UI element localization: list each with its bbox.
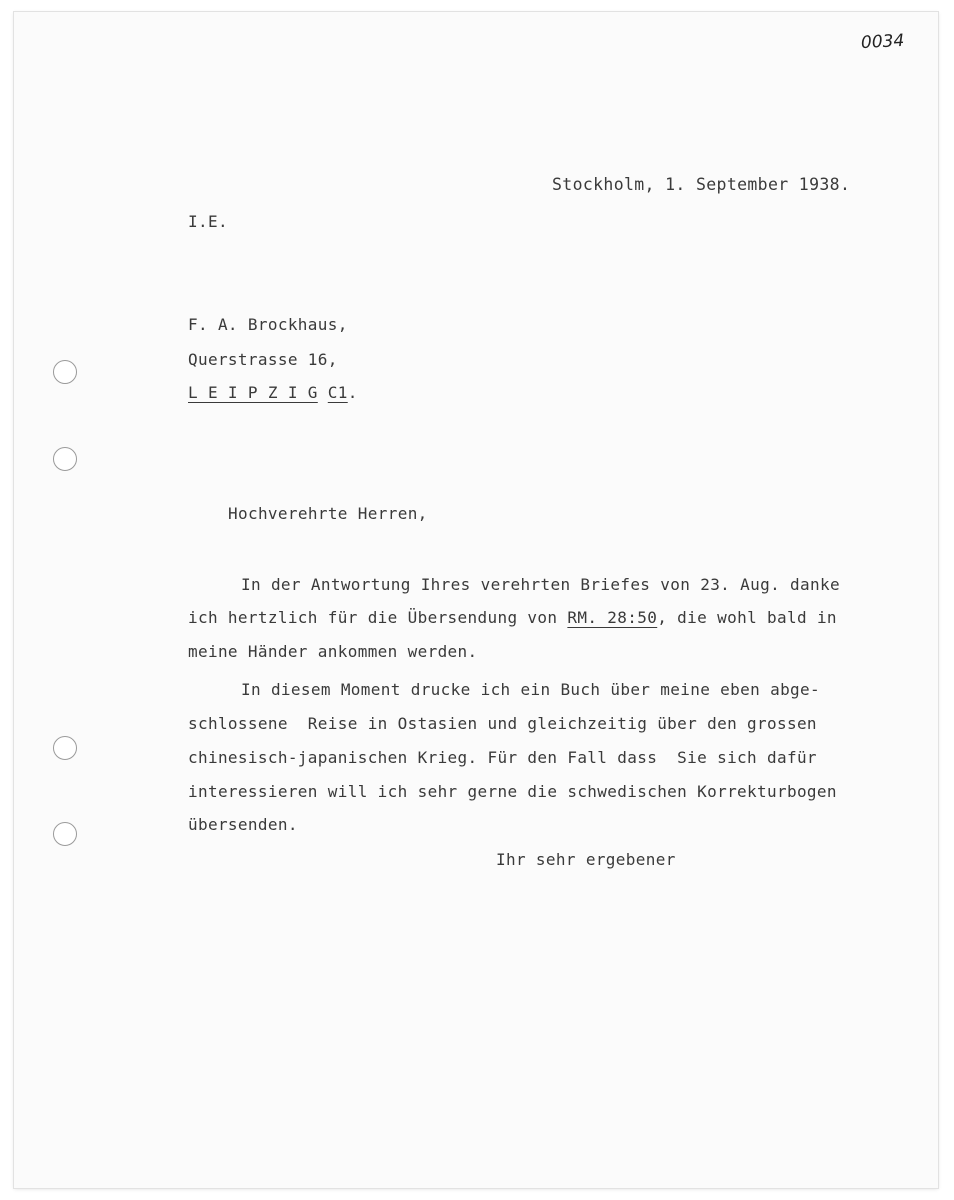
archive-number: 0034 (860, 30, 905, 54)
paragraph-2-line-3: chinesisch-japanischen Krieg. Für den Fall dass Sie sich dafür (188, 748, 817, 767)
payment-amount: RM. 28:50 (567, 608, 658, 627)
date-line: Stockholm, 1. September 1938. (552, 175, 851, 194)
recipient-street: Querstrasse 16, (188, 350, 338, 369)
salutation: Hochverehrte Herren, (228, 504, 428, 523)
punch-hole (53, 822, 77, 846)
paragraph-1-line-1: In der Antwortung Ihres verehrten Briefes von 23. Aug. danke (241, 575, 840, 594)
letter-page (14, 12, 938, 1188)
punch-hole (53, 360, 77, 384)
recipient-postal-district: C1 (327, 383, 348, 402)
closing: Ihr sehr ergebener (496, 850, 676, 869)
paragraph-2-line-1: In diesem Moment drucke ich ein Buch über meine eben abge- (241, 680, 821, 699)
paragraph-2-line-2: schlossene Reise in Ostasien und gleichzeitig über den grossen (188, 714, 817, 733)
punch-hole (53, 736, 77, 760)
reference-initials: I.E. (188, 212, 228, 231)
recipient-name: F. A. Brockhaus, (188, 315, 348, 334)
paragraph-1-line-2-before: ich hertzlich für die Übersendung von (188, 608, 568, 627)
punch-hole (53, 447, 77, 471)
recipient-city-suffix: . (347, 383, 358, 402)
paragraph-1-line-3: meine Händer ankommen werden. (188, 642, 478, 661)
recipient-city-line (188, 385, 358, 401)
paragraph-1-line-2-after: , die wohl bald in (657, 608, 837, 627)
paragraph-2-line-5: übersenden. (188, 815, 298, 834)
paragraph-2-line-4: interessieren will ich sehr gerne die schwedischen Korrekturbogen (188, 782, 837, 801)
recipient-city: L E I P Z I G (188, 383, 318, 402)
paragraph-1-line-2 (188, 610, 837, 626)
